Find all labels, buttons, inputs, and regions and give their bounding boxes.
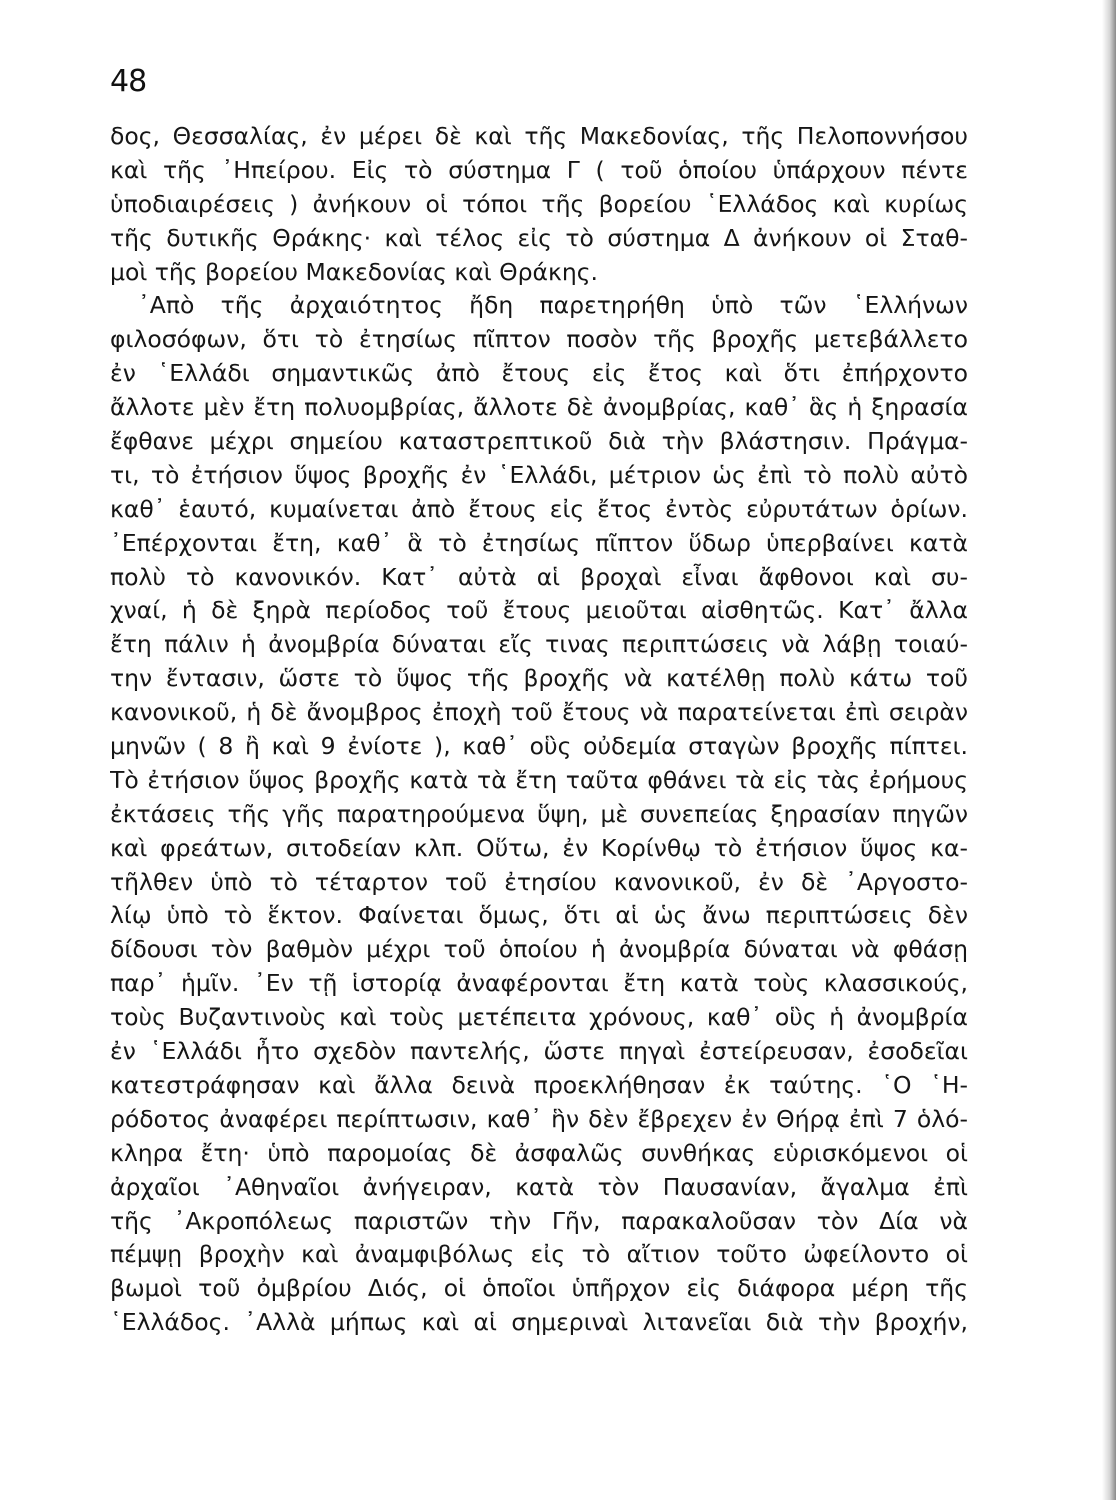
text-line: τῆς δυτικῆς Θράκης· καὶ τέλος εἰς τὸ σύστημα Δ ἀνήκουν οἱ Σταθ-	[110, 223, 968, 252]
text-line: πέμψῃ βροχὴν καὶ ἀναμφιβόλως εἰς τὸ αἴτιον τοῦτο ὠφείλοντο οἱ	[110, 1240, 968, 1269]
text-line: κληρα ἔτη· ὑπὸ παρομοίας δὲ ἀσφαλῶς συνθήκας εὑρισκόμενοι οἱ	[110, 1138, 968, 1167]
page-edge-shadow	[1102, 0, 1116, 1500]
text-line: λίῳ ὑπὸ τὸ ἕκτον. Φαίνεται ὅμως, ὅτι αἱ ὡς ἄνω περιπτώσεις δὲν	[110, 901, 968, 930]
text-line: ᾿Επέρχονται ἔτη, καθ᾿ ἃ τὸ ἐτησίως πῖπτον ὕδωρ ὑπερβαίνει κατὰ	[110, 528, 968, 557]
text-line: κατεστράφησαν καὶ ἄλλα δεινὰ προεκλήθησαν ἐκ ταύτης. ῾Ο ῾Η-	[110, 1070, 968, 1099]
text-line: ἐν ῾Ελλάδι σημαντικῶς ἀπὸ ἔτους εἰς ἔτος καὶ ὅτι ἐπήρχοντο	[110, 359, 968, 388]
text-line: φιλοσόφων, ὅτι τὸ ἐτησίως πῖπτον ποσὸν τῆς βροχῆς μετεβάλλετο	[110, 325, 968, 354]
page-number: 48	[110, 64, 147, 99]
text-line: δος, Θεσσαλίας, ἐν μέρει δὲ καὶ τῆς Μακεδονίας, τῆς Πελοποννήσου	[110, 122, 968, 150]
text-line: την ἔντασιν, ὥστε τὸ ὕψος τῆς βροχῆς νὰ κατέλθῃ πολὺ κάτω τοῦ	[110, 664, 968, 693]
text-line: ἐν ῾Ελλάδι ἦτο σχεδὸν παντελής, ὥστε πηγαὶ ἐστείρευσαν, ἐσοδεῖαι	[110, 1037, 968, 1066]
text-line: Τὸ ἐτήσιον ὕψος βροχῆς κατὰ τὰ ἔτη ταῦτα φθάνει τὰ εἰς τὰς ἐρήμους	[110, 765, 968, 794]
text-line: μοὶ τῆς βορείου Μακεδονίας καὶ Θράκης.	[110, 257, 599, 286]
text-line: ἄλλοτε μὲν ἔτη πολυομβρίας, ἄλλοτε δὲ ἀνομβρίας, καθ᾿ ἃς ἡ ξηρασία	[110, 393, 968, 422]
text-line: καὶ τῆς ᾿Ηπείρου. Εἰς τὸ σύστημα Γ ( τοῦ ὁποίου ὑπάρχουν πέντε	[110, 155, 968, 184]
text-line: βωμοὶ τοῦ ὀμβρίου Διός, οἱ ὁποῖοι ὑπῆρχον εἰς διάφορα μέρη τῆς	[110, 1274, 968, 1303]
text-line: ὑποδιαιρέσεις ) ἀνήκουν οἱ τόποι τῆς βορείου ῾Ελλάδος καὶ κυρίως	[110, 189, 968, 218]
text-line: ῾Ελλάδος. ᾿Αλλὰ μήπως καὶ αἱ σημεριναὶ λιτανεῖαι διὰ τὴν βροχήν,	[110, 1308, 968, 1337]
text-line: ἐκτάσεις τῆς γῆς παρατηρούμενα ὕψη, μὲ συνεπείας ξηρασίαν πηγῶν	[110, 799, 968, 828]
text-line: κανονικοῦ, ἡ δὲ ἄνομβρος ἐποχὴ τοῦ ἔτους νὰ παρατείνεται ἐπὶ σειρὰν	[110, 698, 968, 727]
text-line: δίδουσι τὸν βαθμὸν μέχρι τοῦ ὁποίου ἡ ἀνομβρία δύναται νὰ φθάσῃ	[110, 935, 968, 964]
text-line: καὶ φρεάτων, σιτοδείαν κλπ. Οὕτω, ἐν Κορίνθῳ τὸ ἐτήσιον ὕψος κα-	[110, 833, 968, 862]
text-line: ἔτη πάλιν ἡ ἀνομβρία δύναται εἴς τινας περιπτώσεις νὰ λάβῃ τοιαύ-	[110, 630, 968, 659]
text-line: τι, τὸ ἐτήσιον ὕψος βροχῆς ἐν ῾Ελλάδι, μέτριον ὡς ἐπὶ τὸ πολὺ αὐτὸ	[110, 460, 968, 489]
text-line: παρ᾿ ἡμῖν. ᾿Εν τῇ ἱστορίᾳ ἀναφέρονται ἔτη κατὰ τοὺς κλασσικούς,	[110, 969, 968, 998]
text-line: καθ᾿ ἑαυτό, κυμαίνεται ἀπὸ ἔτους εἰς ἔτος ἐντὸς εὐρυτάτων ὁρίων.	[110, 494, 968, 523]
text-line: τῆλθεν ὑπὸ τὸ τέταρτον τοῦ ἐτησίου κανονικοῦ, ἐν δὲ ᾿Αργοστο-	[110, 867, 968, 896]
body-text	[110, 120, 968, 1340]
text-line: πολὺ τὸ κανονικόν. Κατ᾿ αὐτὰ αἱ βροχαὶ εἶναι ἄφθονοι καὶ συ-	[110, 562, 968, 591]
text-line: ἀρχαῖοι ᾿Αθηναῖοι ἀνήγειραν, κατὰ τὸν Παυσανίαν, ἄγαλμα ἐπὶ	[110, 1172, 968, 1201]
text-line: τοὺς Βυζαντινοὺς καὶ τοὺς μετέπειτα χρόνους, καθ᾿ οὓς ἡ ἀνομβρία	[110, 1003, 968, 1032]
text-line: χναί, ἡ δὲ ξηρὰ περίοδος τοῦ ἔτους μειοῦται αἰσθητῶς. Κατ᾿ ἄλλα	[110, 596, 968, 625]
text-line: ρόδοτος ἀναφέρει περίπτωσιν, καθ᾿ ἣν δὲν ἔβρεχεν ἐν Θήρᾳ ἐπὶ 7 ὁλό-	[110, 1104, 968, 1133]
text-line: ἔφθανε μέχρι σημείου καταστρεπτικοῦ διὰ τὴν βλάστησιν. Πράγμα-	[110, 427, 968, 456]
paragraph-start-line: ᾿Απὸ τῆς ἀρχαιότητος ἤδη παρετηρήθη ὑπὸ τῶν ῾Ελλήνων	[138, 291, 968, 320]
text-line: μηνῶν ( 8 ἢ καὶ 9 ἐνίοτε ), καθ᾿ οὓς οὐδεμία σταγὼν βροχῆς πίπτει.	[110, 732, 968, 761]
text-line: τῆς ᾿Ακροπόλεως παριστῶν τὴν Γῆν, παρακαλοῦσαν τὸν Δία νὰ	[110, 1206, 968, 1235]
